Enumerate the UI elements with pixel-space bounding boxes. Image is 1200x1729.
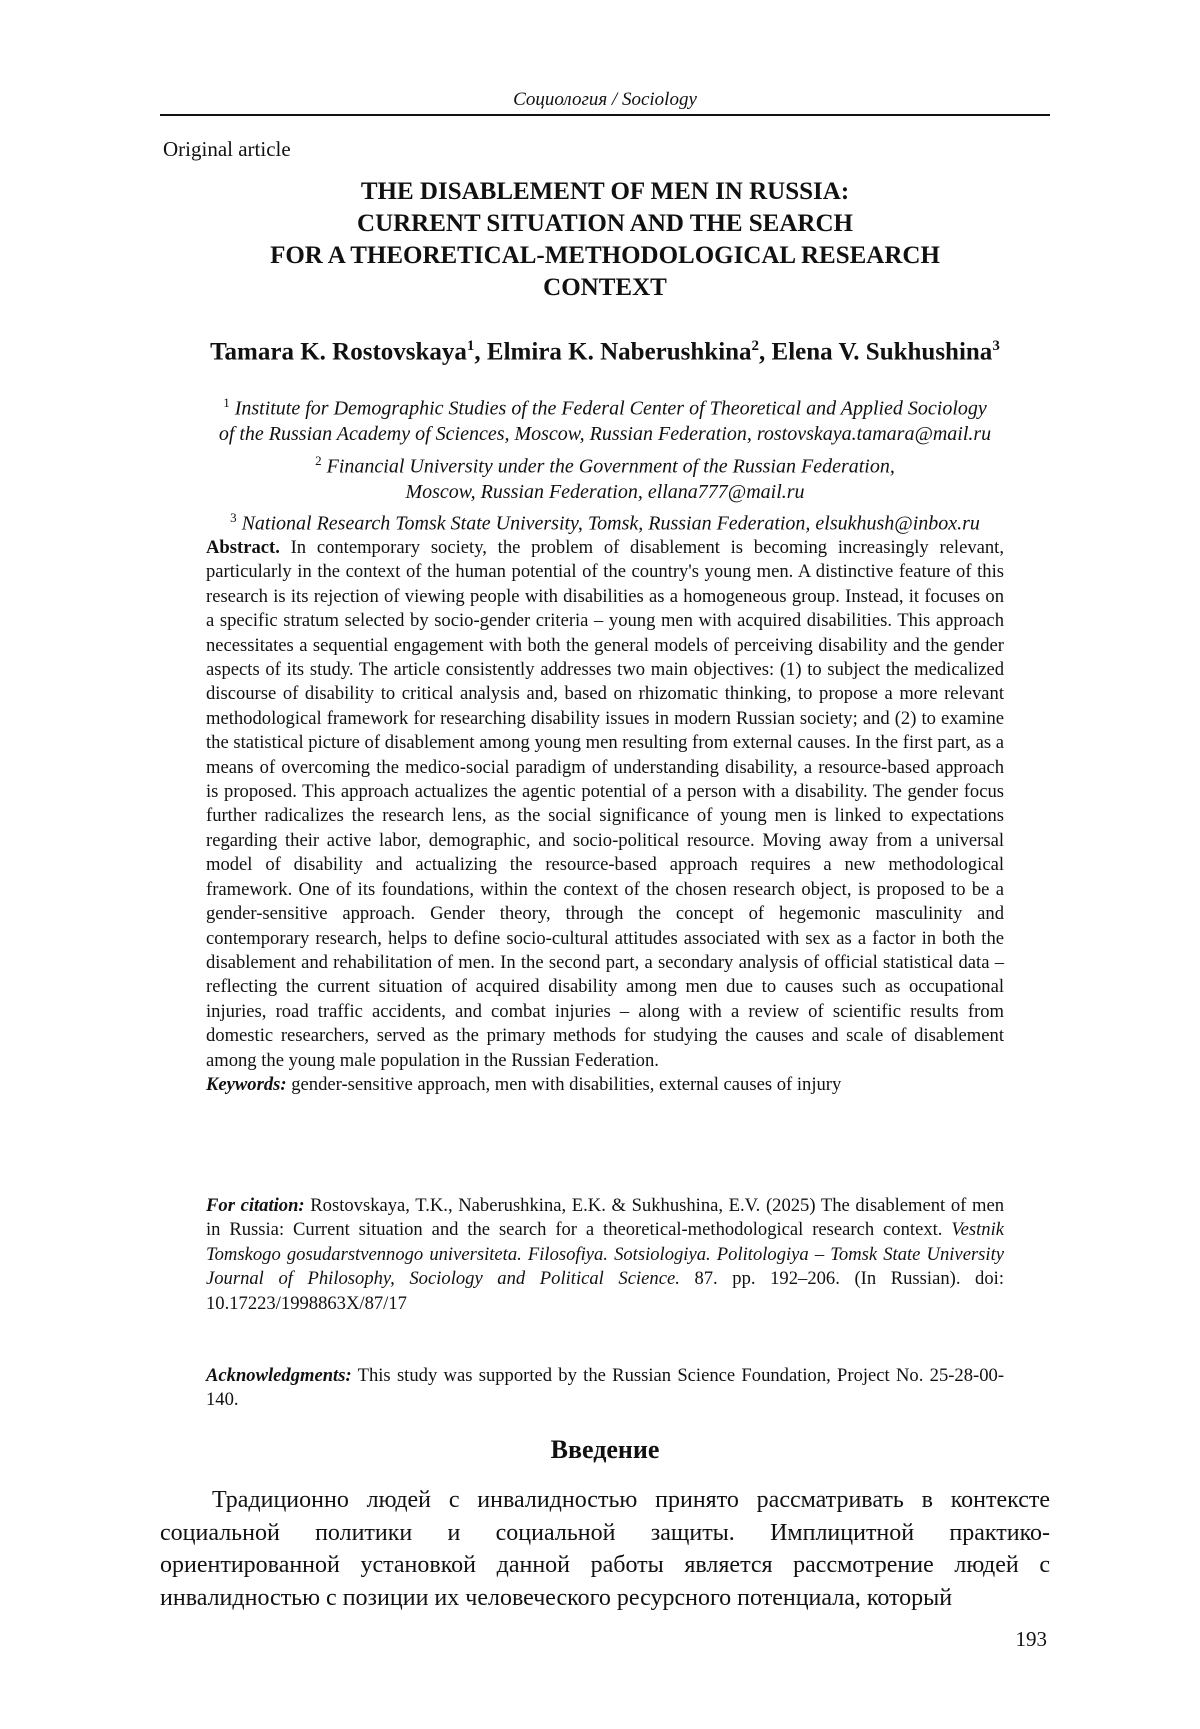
page-number: 193: [1015, 1627, 1047, 1651]
author-separator: ,: [759, 338, 772, 366]
keywords-text: gender-sensitive approach, men with disabilities, external causes of injury: [291, 1073, 842, 1095]
affiliation-text: National Research Tomsk State University, Tomsk, Russian Federation, elsukhush@inbox.ru: [241, 512, 980, 535]
body-paragraph: Традиционно людей с инвалидностью принято рассматривать в контексте социальной политики и социальной защиты. Имплицитной практико-ориентированной установкой данной работы является рассмотрение людей с инвалидностью с позиции их человеческого ресурсного потенциала, который: [160, 1487, 1050, 1611]
affiliation-line: [150, 390, 1060, 422]
keywords-label: Keywords:: [206, 1073, 287, 1095]
affiliation-marker: 1: [223, 395, 230, 410]
acknowledgments-text: This study was supported by the Russian Science Foundation, Project No. 25-28-00-140.: [206, 1365, 1005, 1411]
title-line: CONTEXT: [543, 274, 667, 301]
citation: [206, 1194, 1004, 1316]
header-rule: [160, 114, 1050, 116]
running-head: Социология / Sociology: [513, 89, 697, 110]
author-affiliation-marker: 2: [751, 338, 760, 354]
citation-journal: Vestnik Tomskogo gosudarstvennogo universiteta. Filosofiya. Sotsiologiya. Politologiya – Tomsk State University Journal of Philosophy, Sociology and Political Science.: [206, 1219, 1004, 1290]
acknowledgments: [206, 1364, 1004, 1413]
article-title: [160, 176, 1050, 304]
acknowledgments-label: Acknowledgments:: [206, 1365, 352, 1386]
abstract: [206, 536, 1004, 1097]
affiliation-marker: 3: [230, 510, 237, 526]
affiliation-line: [150, 505, 1060, 537]
section-heading: Введение: [550, 1435, 660, 1464]
citation-text: Rostovskaya, T.K., Naberushkina, E.K. & Sukhushina, E.V. (2025) The disablement of men in Russia: Current situation and the search for a theoretical-methodological research context.: [206, 1195, 1004, 1241]
affiliation-line: Moscow, Russian Federation, ellana777@mail.ru: [405, 480, 805, 503]
affiliation-marker: 2: [315, 452, 322, 468]
citation-tail: 87. pp. 192–206. (In Russian). doi: 10.17223/1998863X/87/17: [206, 1268, 1004, 1314]
title-line: THE DISABLEMENT OF MEN IN RUSSIA:: [360, 178, 850, 205]
author-name: Elmira K. Naberushkina: [486, 338, 752, 366]
affiliation-text: Financial University under the Government of the Russian Federation,: [326, 455, 895, 478]
author-affiliation-marker: 1: [466, 338, 475, 354]
affiliation-text: Institute for Demographic Studies of the Federal Center of Theoretical and Applied Sociology: [234, 397, 987, 420]
article-type: Original article: [163, 137, 291, 161]
abstract-label: Abstract.: [206, 537, 280, 558]
title-line: CURRENT SITUATION AND THE SEARCH: [357, 210, 853, 237]
author-affiliation-marker: 3: [992, 338, 1000, 354]
author-list: [160, 330, 1050, 368]
abstract-text: In contemporary society, the problem of disablement is becoming increasingly relevant, particularly in the context of the human potential of the country's young men. A distinctive feature of this research is its rejection of viewing people with disabilities as a homogeneous group. Instead, it focuses on a specific stratum selected by socio-gender criteria – young men with acquired disabilities. This approach necessitates a sequential engagement with both the general models of perceiving disability and the gender aspects of its study. The article consistently addresses two main objectives: (1) to subject the medicalized discourse of disability to critical analysis and, based on rhizomatic thinking, to propose a more relevant methodological framework for researching disability issues in modern Russian society; and (2) to examine the statistical picture of disablement among young men resulting from external causes. In the first part, as a means of overcoming the medico-social paradigm of understanding disability, a resource-based approach is proposed. This approach actualizes the agentic potential of a person with a disability. The gender focus further radicalizes the research lens, as the social significance of young men is linked to expectations regarding their active labor, demographic, and socio-political resource. Moving away from a universal model of disability and actualizing the resource-based approach requires a new methodological framework. One of its foundations, within the context of the chosen research object, is proposed to be a gender-sensitive approach. Gender theory, through the concept of hegemonic masculinity and contemporary research, helps to define socio-cultural attitudes associated with sex as a factor in both the disablement and rehabilitation of men. In the second part, a secondary analysis of official statistical data – reflecting the current situation of acquired disability among men due to causes such as occupational injuries, road traffic accidents, and combat injuries – along with a review of scientific results from domestic researchers, served as the primary methods for studying the causes and scale of disablement among the young male population in the Russian Federation.: [206, 537, 1004, 1071]
author-separator: ,: [474, 338, 487, 366]
title-line: FOR A THEORETICAL-METHODOLOGICAL RESEARCH: [270, 242, 940, 269]
author-name: Tamara K. Rostovskaya: [210, 338, 467, 366]
affiliations: [150, 390, 1060, 537]
affiliation-line: [150, 448, 1060, 480]
author-name: Elena V. Sukhushina: [771, 338, 993, 366]
citation-label: For citation:: [206, 1195, 305, 1216]
affiliation-line: of the Russian Academy of Sciences, Moscow, Russian Federation, rostovskaya.tamara@mail.ru: [218, 423, 992, 446]
